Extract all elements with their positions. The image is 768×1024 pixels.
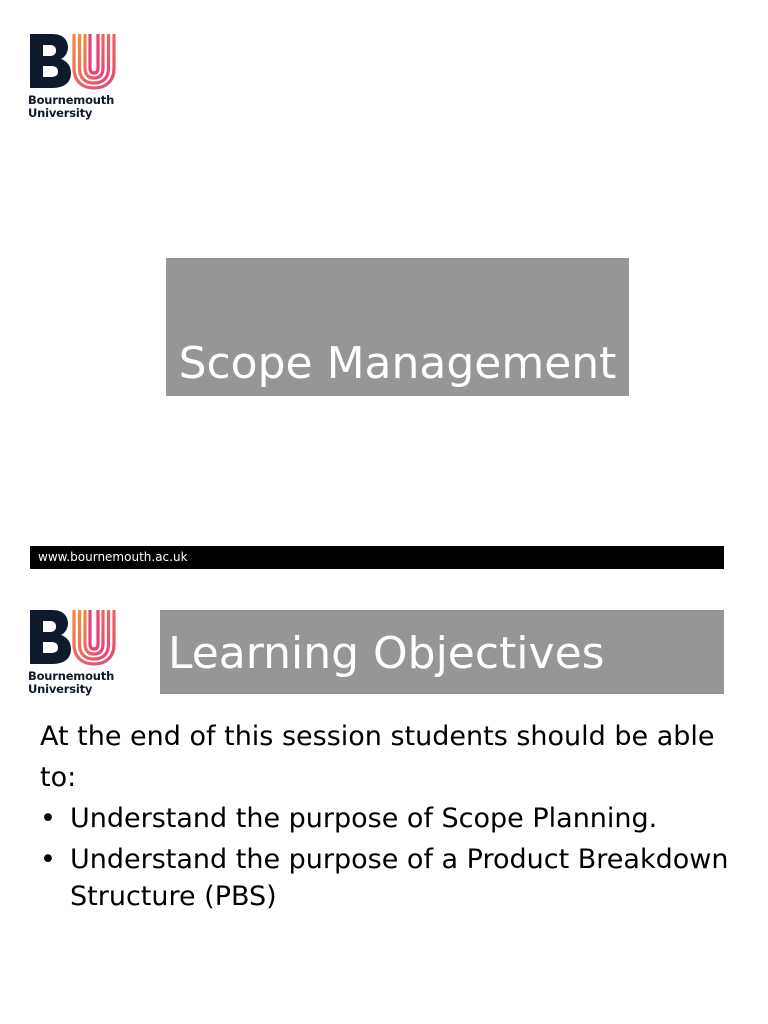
bu-logo-mark-icon — [28, 608, 116, 666]
website-url: www.bournemouth.ac.uk — [38, 550, 188, 564]
logo-line-2: University — [28, 106, 93, 120]
objectives-list — [40, 800, 730, 919]
logo-wordmark — [28, 670, 114, 696]
list-item — [40, 841, 730, 915]
logo-wordmark — [28, 94, 114, 120]
list-item — [40, 800, 730, 837]
bu-logo-mark-icon — [28, 32, 116, 90]
list-item-text: Understand the purpose of Scope Planning. — [70, 803, 658, 834]
list-item-text: Understand the purpose of a Product Breakdown Structure (PBS) — [70, 844, 729, 912]
bullet-icon: • — [40, 803, 56, 834]
slide-title: Scope Management — [178, 338, 617, 389]
bu-logo — [28, 32, 118, 124]
slide-heading: Learning Objectives — [168, 628, 605, 679]
heading-box — [160, 610, 724, 694]
logo-line-2: University — [28, 682, 93, 696]
logo-line-1: Bournemouth — [28, 669, 115, 683]
bullet-icon: • — [40, 844, 56, 875]
intro-paragraph: At the end of this session students should be able to: — [40, 721, 715, 793]
title-box — [166, 258, 629, 396]
url-bar — [30, 546, 724, 569]
bu-logo — [28, 608, 118, 700]
logo-line-1: Bournemouth — [28, 93, 115, 107]
